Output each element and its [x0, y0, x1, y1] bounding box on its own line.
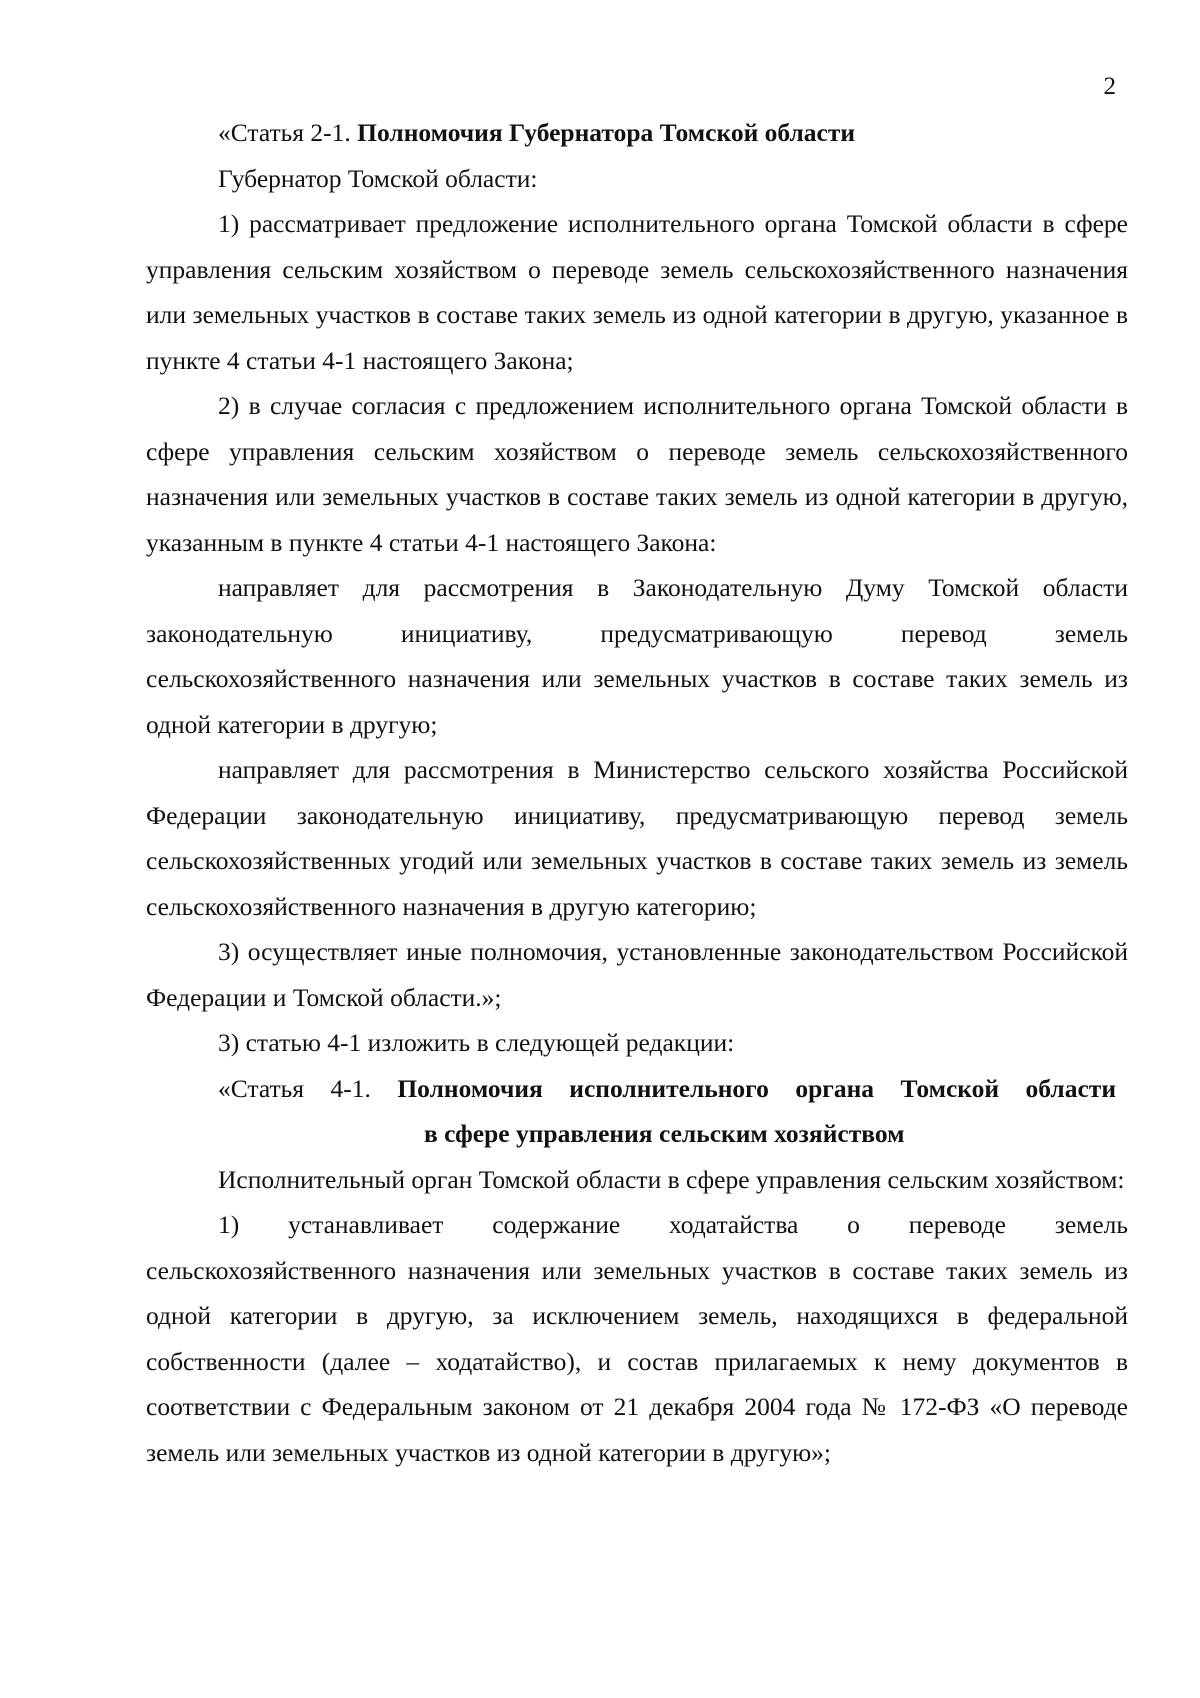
article-2-1-item-3: 3) осуществляет иные полномочия, установленные законодательством Российской Федерации и Томской области.»;	[146, 937, 1128, 1012]
article-2-1-heading	[146, 110, 1128, 156]
amendment-item-3: 3) статью 4-1 изложить в следующей редакции:	[218, 1028, 735, 1057]
article-2-1-item-1: 1) рассматривает предложение исполнительного органа Томской области в сфере управления сельским хозяйством о переводе земель сельскохозяйственного назначения или земельных участков в составе таких земель из одной категории в другую, указанное в пункте 4 статьи 4-1 настоящего Закона;	[146, 209, 1128, 375]
article-2-1-intro: Губернатор Томской области:	[218, 163, 538, 193]
article-4-1-title-line-2: в сфере управления сельским хозяйством	[424, 1119, 905, 1148]
article-4-1-heading	[146, 1066, 1128, 1157]
article-2-1-title: Полномочия Губернатора Томской области	[357, 118, 856, 147]
article-4-1-intro: Исполнительный орган Томской области в сфере управления сельским хозяйством:	[218, 1164, 1125, 1194]
article-2-1-prefix: «Статья 2-1.	[218, 118, 358, 147]
article-4-1-title-line-1: Полномочия исполнительного органа Томской области	[397, 1073, 1117, 1103]
article-4-1-heading-line-1	[146, 1066, 1128, 1112]
page-number: 2	[1103, 73, 1116, 100]
article-2-1-item-2-subitem-ministry: направляет для рассмотрения в Министерство сельского хозяйства Российской Федерации законодательную инициативу, предусматривающую перевод земель сельскохозяйственных угодий или земельных участков в составе таких земель из земель сельскохозяйственного назначения в другую категорию;	[146, 755, 1128, 921]
article-4-1-prefix: «Статья 4-1.	[218, 1073, 398, 1103]
article-2-1-item-2: 2) в случае согласия с предложением исполнительного органа Томской области в сфере управления сельским хозяйством о переводе земель сельскохозяйственного назначения или земельных участков в составе таких земель из одной категории в другую, указанным в пункте 4 статьи 4-1 настоящего Закона:	[146, 391, 1128, 557]
article-4-1-item-1: 1) устанавливает содержание ходатайства о переводе земель сельскохозяйственного назначения или земельных участков в составе таких земель из одной категории в другую, за исключением земель, находящихся в федеральной собственности (далее – ходатайство), и состав прилагаемых к нему документов в соответствии с Федеральным законом от 21 декабря 2004 года № 172-ФЗ «О переводе земель или земельных участков из одной категории в другую»;	[146, 1210, 1128, 1467]
document-body	[146, 110, 1128, 1475]
article-2-1-item-2-subitem-duma: направляет для рассмотрения в Законодательную Думу Томской области законодательную инициативу, предусматривающую перевод земель сельскохозяйственного назначения или земельных участков в составе таких земель из одной категории в другую;	[146, 573, 1128, 739]
